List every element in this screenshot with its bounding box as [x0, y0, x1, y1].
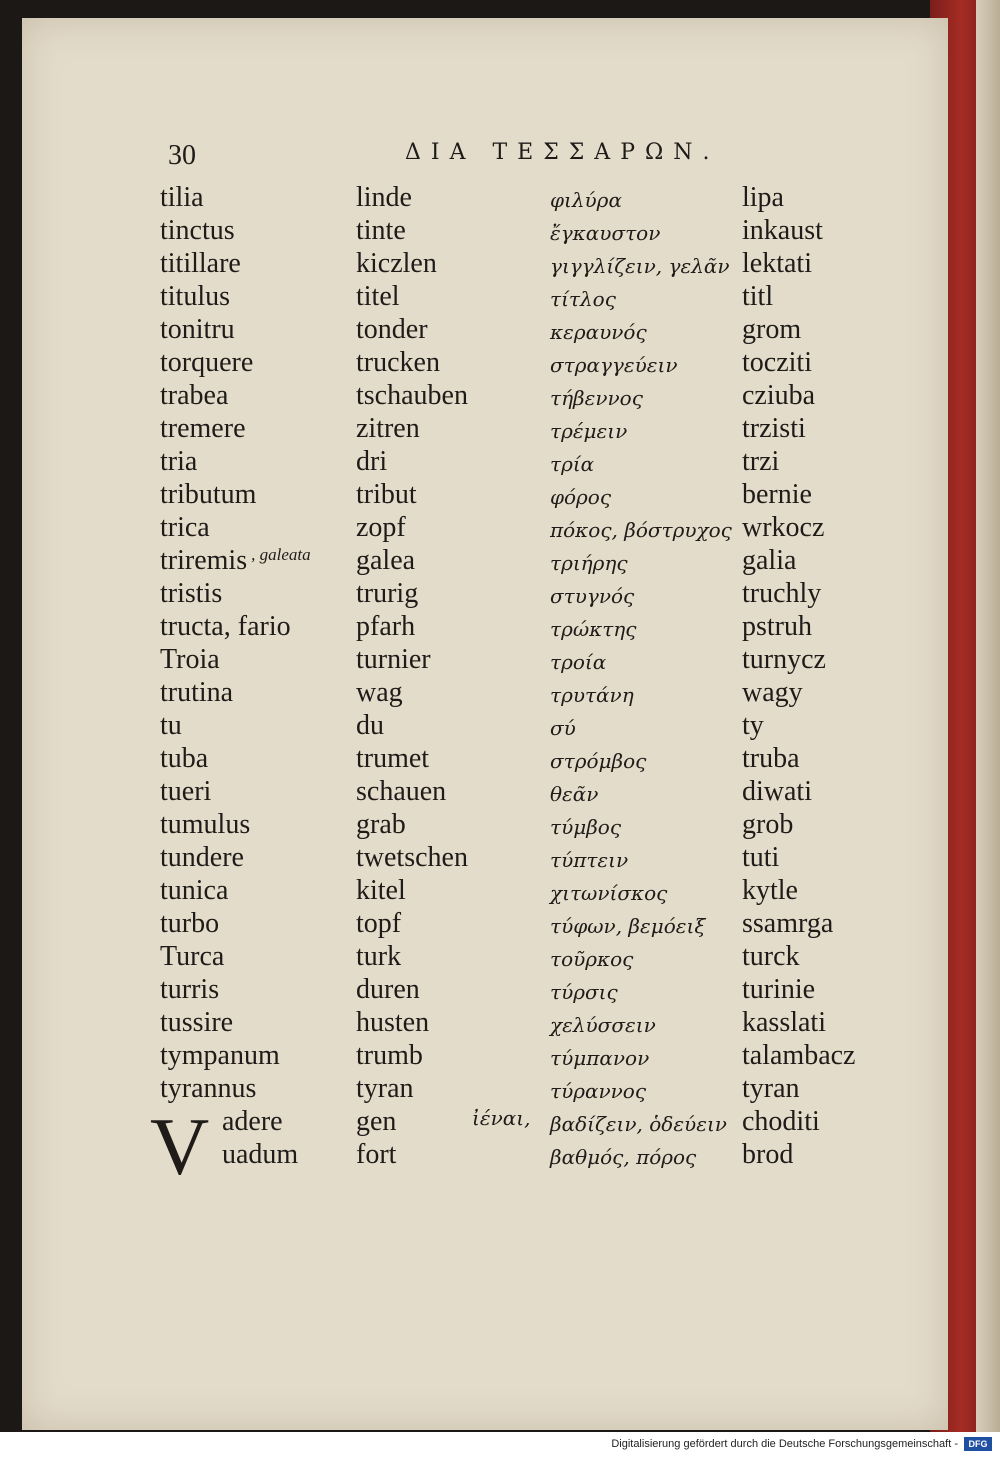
greek-word: τροία: [550, 650, 607, 674]
dfg-logo: DFG: [964, 1437, 992, 1451]
table-row: [0, 842, 1000, 875]
german-word: zitren: [356, 413, 420, 444]
table-row: [0, 875, 1000, 908]
slavic-word: grom: [742, 314, 802, 345]
latin-word: trabea: [160, 380, 229, 411]
slavic-word: turinie: [742, 974, 816, 1005]
table-row: [0, 1007, 1000, 1040]
table-row: [0, 314, 1000, 347]
table-row: [0, 215, 1000, 248]
german-word: linde: [356, 182, 412, 213]
page-number: 30: [168, 140, 196, 171]
latin-word: trica: [160, 512, 210, 543]
latin-word: turbo: [160, 908, 220, 939]
greek-word: γιγγλίζειν, γελᾶν: [550, 254, 730, 278]
greek-word: τύμβος: [550, 815, 622, 839]
german-word: turk: [356, 941, 402, 972]
greek-word: τίτλος: [550, 287, 616, 311]
latin-word: Turca: [160, 941, 225, 972]
slavic-word: tuti: [742, 842, 780, 873]
greek-word: τοῦρκος: [550, 947, 634, 971]
table-row: [0, 974, 1000, 1007]
slavic-word: truba: [742, 743, 800, 774]
greek-word: βαθμός, πόρος: [550, 1145, 697, 1169]
latin-word: tueri: [160, 776, 212, 807]
greek-word: τριήρης: [550, 551, 628, 575]
latin-word: tristis: [160, 578, 223, 609]
german-word: duren: [356, 974, 420, 1005]
latin-word: tructa, fario: [160, 611, 291, 642]
slavic-word: wrkocz: [742, 512, 825, 543]
german-word: tinte: [356, 215, 406, 246]
table-row: [0, 677, 1000, 710]
slavic-word: turck: [742, 941, 800, 972]
greek-word: θεᾶν: [550, 782, 599, 806]
latin-word: tria: [160, 446, 198, 477]
greek-word: τύρσις: [550, 980, 618, 1004]
table-row: [0, 578, 1000, 611]
greek-word: τρώκτης: [550, 617, 637, 641]
greek-word: στρόμβος: [550, 749, 647, 773]
table-row: [0, 776, 1000, 809]
table-row: [0, 710, 1000, 743]
table-row: [0, 182, 1000, 215]
greek-word: στραγγεύειν: [550, 353, 678, 377]
table-row: [0, 446, 1000, 479]
latin-word: tilia: [160, 182, 204, 213]
slavic-word: lipa: [742, 182, 784, 213]
greek-word: χιτωνίσκος: [550, 881, 668, 905]
latin-word: tu: [160, 710, 182, 741]
latin-word: tyrannus: [160, 1073, 257, 1104]
latin-word: trutina: [160, 677, 234, 708]
slavic-word: galia: [742, 545, 797, 576]
table-row: [0, 347, 1000, 380]
german-word: dri: [356, 446, 388, 477]
latin-word: tunica: [160, 875, 229, 906]
latin-word: titulus: [160, 281, 231, 312]
german-word: tribut: [356, 479, 417, 510]
slavic-word: cziuba: [742, 380, 816, 411]
table-row: [0, 281, 1000, 314]
latin-word: tuba: [160, 743, 209, 774]
slavic-word: tocziti: [742, 347, 812, 378]
latin-word: tundere: [160, 842, 244, 873]
german-word: trumb: [356, 1040, 423, 1071]
german-word: wag: [356, 677, 403, 708]
table-row: [0, 248, 1000, 281]
slavic-word: kytle: [742, 875, 798, 906]
slavic-word: choditi: [742, 1106, 820, 1137]
slavic-word: talambacz: [742, 1040, 856, 1071]
german-word: trucken: [356, 347, 440, 378]
slavic-word: turnycz: [742, 644, 826, 675]
german-word: grab: [356, 809, 406, 840]
greek-prefix: ἰέναι,: [472, 1106, 531, 1130]
table-row: [0, 1106, 1000, 1139]
latin-word: tinctus: [160, 215, 235, 246]
table-row: [0, 611, 1000, 644]
german-word: trumet: [356, 743, 430, 774]
table-row: [0, 545, 1000, 578]
german-word: tschauben: [356, 380, 468, 411]
latin-word: tumulus: [160, 809, 251, 840]
latin-word: titillare: [160, 248, 241, 279]
greek-word: τύφων, βεμόειξ: [550, 914, 706, 938]
latin-word: tributum: [160, 479, 257, 510]
slavic-word: trzisti: [742, 413, 806, 444]
slavic-word: tyran: [742, 1073, 800, 1104]
german-word: tyran: [356, 1073, 414, 1104]
slavic-word: lektati: [742, 248, 812, 279]
german-word: pfarh: [356, 611, 416, 642]
german-word: fort: [356, 1139, 397, 1170]
greek-word: τήβεννος: [550, 386, 643, 410]
slavic-word: grob: [742, 809, 794, 840]
german-word: du: [356, 710, 384, 741]
footer-credit: Digitalisierung gefördert durch die Deutsche Forschungsgemeinschaft -: [611, 1438, 958, 1450]
greek-word: βαδίζειν, ὁδεύειν: [550, 1112, 727, 1136]
table-row: [0, 908, 1000, 941]
greek-word: φόρος: [550, 485, 612, 509]
greek-word: τύμπανον: [550, 1046, 650, 1070]
greek-word: τρία: [550, 452, 595, 476]
slavic-word: diwati: [742, 776, 812, 807]
slavic-word: ssamrga: [742, 908, 834, 939]
german-word: kiczlen: [356, 248, 437, 279]
slavic-word: kasslati: [742, 1007, 826, 1038]
running-title: ΔΙΑ ΤΕΣΣΑΡΩΝ.: [405, 140, 720, 165]
greek-word: σύ: [550, 716, 576, 740]
slavic-word: titl: [742, 281, 774, 312]
table-row: [0, 809, 1000, 842]
german-word: galea: [356, 545, 416, 576]
digitization-footer: [0, 1432, 1000, 1457]
latin-word: tympanum: [160, 1040, 280, 1071]
table-row: [0, 644, 1000, 677]
german-word: topf: [356, 908, 402, 939]
slavic-word: pstruh: [742, 611, 812, 642]
german-word: zopf: [356, 512, 406, 543]
latin-word: adere: [222, 1106, 283, 1137]
latin-word: uadum: [222, 1139, 299, 1170]
latin-word: torquere: [160, 347, 254, 378]
greek-word: τρυτάνη: [550, 683, 634, 707]
german-word: husten: [356, 1007, 430, 1038]
latin-word: tussire: [160, 1007, 234, 1038]
greek-word: τύραννος: [550, 1079, 647, 1103]
latin-word: Troia: [160, 644, 220, 675]
german-word: schauen: [356, 776, 447, 807]
greek-word: πόκος, βόστρυχος: [550, 518, 732, 542]
greek-word: χελύσσειν: [550, 1013, 656, 1037]
greek-word: φιλύρα: [550, 188, 622, 212]
german-word: gen: [356, 1106, 397, 1137]
latin-word: triremis , galeata: [160, 545, 311, 576]
slavic-word: ty: [742, 710, 764, 741]
latin-word: turris: [160, 974, 220, 1005]
slavic-word: brod: [742, 1139, 794, 1170]
greek-word: ἔγκαυστον: [550, 221, 661, 245]
greek-word: τρέμειν: [550, 419, 628, 443]
slavic-word: bernie: [742, 479, 812, 510]
table-row: [0, 413, 1000, 446]
greek-word: τύπτειν: [550, 848, 629, 872]
table-row: [0, 512, 1000, 545]
table-row: [0, 479, 1000, 512]
table-row: [0, 380, 1000, 413]
table-row: [0, 1139, 1000, 1172]
table-row: [0, 1040, 1000, 1073]
decorated-initial: V: [150, 1101, 210, 1192]
slavic-word: truchly: [742, 578, 822, 609]
greek-word: στυγνός: [550, 584, 635, 608]
german-word: trurig: [356, 578, 419, 609]
german-word: tonder: [356, 314, 428, 345]
greek-word: κεραυνός: [550, 320, 647, 344]
slavic-word: wagy: [742, 677, 803, 708]
table-row: [0, 941, 1000, 974]
slavic-word: trzi: [742, 446, 780, 477]
latin-word: tremere: [160, 413, 246, 444]
table-row: [0, 743, 1000, 776]
german-word: twetschen: [356, 842, 468, 873]
slavic-word: inkaust: [742, 215, 823, 246]
german-word: turnier: [356, 644, 431, 675]
latin-word: tonitru: [160, 314, 235, 345]
latin-note: , galeata: [251, 545, 311, 564]
german-word: kitel: [356, 875, 406, 906]
german-word: titel: [356, 281, 400, 312]
